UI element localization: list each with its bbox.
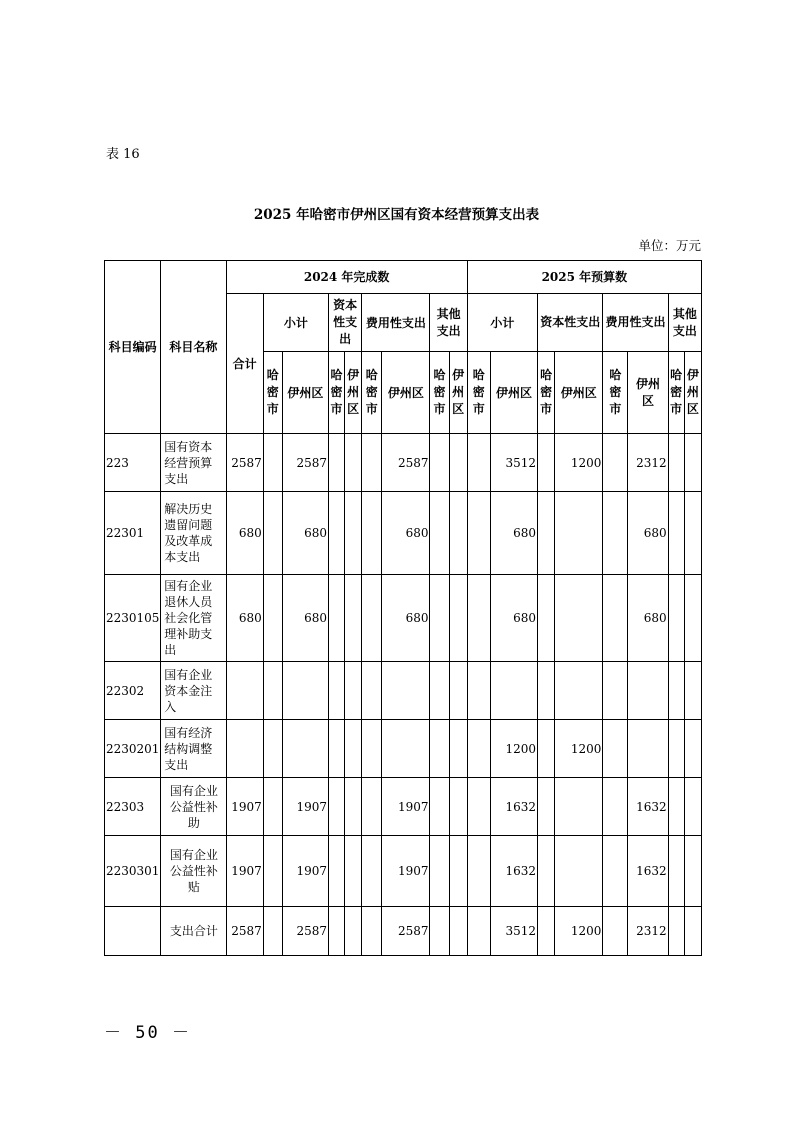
cell-2024-exp-yizhou: 2587 — [382, 434, 430, 492]
header-row-years — [105, 261, 702, 294]
cell-2024-oth-hami — [430, 434, 449, 492]
cell-2024-total: 1907 — [226, 778, 263, 836]
cell-2024-oth-hami — [430, 778, 449, 836]
cell-2024-cap-yizhou — [345, 907, 362, 956]
cell-2025-exp-hami — [603, 836, 628, 907]
cell-2024-exp-hami — [362, 662, 382, 720]
cell-2024-exp-yizhou: 1907 — [382, 836, 430, 907]
cell-2024-sub-yizhou: 1907 — [282, 836, 328, 907]
cell-2025-oth-hami — [668, 662, 684, 720]
cell-2025-exp-hami — [603, 492, 628, 575]
cell-2024-cap-hami — [329, 662, 345, 720]
cell-2025-cap-yizhou: 1200 — [555, 434, 603, 492]
header-2025-exp-hami: 哈密市 — [603, 352, 628, 434]
cell-2025-sub-hami — [467, 907, 490, 956]
cell-2025-sub-yizhou — [490, 662, 537, 720]
header-2025-other: 其他支出 — [668, 294, 701, 352]
cell-2025-cap-yizhou — [555, 778, 603, 836]
cell-2024-cap-yizhou — [345, 836, 362, 907]
cell-2025-oth-yizhou — [684, 778, 701, 836]
cell-2024-exp-yizhou: 1907 — [382, 778, 430, 836]
cell-2024-total — [226, 720, 263, 778]
cell-2024-total: 1907 — [226, 836, 263, 907]
cell-2024-oth-yizhou — [449, 434, 467, 492]
cell-2025-oth-yizhou — [684, 434, 701, 492]
cell-2024-cap-yizhou — [345, 662, 362, 720]
cell-2024-total: 2587 — [226, 434, 263, 492]
header-2025-cap-yizhou: 伊州区 — [555, 352, 603, 434]
header-2025-subtotal: 小计 — [467, 294, 537, 352]
cell-2024-sub-yizhou — [282, 662, 328, 720]
cell-2025-sub-hami — [467, 836, 490, 907]
row-code: 2230105 — [105, 575, 161, 662]
cell-2025-exp-yizhou — [628, 662, 668, 720]
cell-2024-oth-hami — [430, 836, 449, 907]
cell-2025-exp-yizhou: 1632 — [628, 836, 668, 907]
cell-2025-oth-yizhou — [684, 836, 701, 907]
cell-2025-oth-hami — [668, 492, 684, 575]
header-2025-oth-hami: 哈密市 — [668, 352, 684, 434]
cell-2025-oth-hami — [668, 575, 684, 662]
table-label: 表 16 — [106, 147, 140, 162]
row-name: 解决历史遗留问题及改革成本支出 — [161, 492, 226, 575]
cell-2024-oth-yizhou — [449, 492, 467, 575]
cell-2024-cap-hami — [329, 778, 345, 836]
cell-2024-sub-hami — [263, 492, 282, 575]
cell-2025-sub-yizhou: 1632 — [490, 778, 537, 836]
row-name: 国有资本经营预算支出 — [161, 434, 226, 492]
cell-2024-cap-hami — [329, 836, 345, 907]
cell-2024-oth-hami — [430, 662, 449, 720]
header-2025-cap-hami: 哈密市 — [538, 352, 555, 434]
budget-table — [104, 260, 702, 956]
cell-2025-sub-yizhou: 3512 — [490, 907, 537, 956]
cell-2024-cap-yizhou — [345, 575, 362, 662]
cell-2024-total: 680 — [226, 492, 263, 575]
cell-2024-sub-hami — [263, 662, 282, 720]
row-code: 22303 — [105, 778, 161, 836]
header-2024-expense: 费用性支出 — [362, 294, 430, 352]
cell-2024-oth-yizhou — [449, 575, 467, 662]
cell-2024-exp-hami — [362, 434, 382, 492]
cell-2024-cap-hami — [329, 720, 345, 778]
cell-2024-cap-hami — [329, 492, 345, 575]
cell-2024-cap-hami — [329, 575, 345, 662]
cell-2024-cap-hami — [329, 907, 345, 956]
table-row — [105, 836, 702, 907]
cell-2024-sub-yizhou: 2587 — [282, 434, 328, 492]
cell-2024-exp-yizhou: 680 — [382, 575, 430, 662]
cell-2025-oth-yizhou — [684, 907, 701, 956]
cell-2025-exp-yizhou: 680 — [628, 575, 668, 662]
page-number: － 50 － — [104, 1023, 191, 1043]
cell-2025-sub-hami — [467, 662, 490, 720]
cell-2024-total: 2587 — [226, 907, 263, 956]
cell-2024-sub-yizhou — [282, 720, 328, 778]
cell-2024-cap-yizhou — [345, 778, 362, 836]
cell-2025-cap-hami — [538, 720, 555, 778]
header-2025-exp-yizhou: 伊州区 — [628, 352, 668, 434]
cell-2024-oth-yizhou — [449, 836, 467, 907]
unit-label: 单位：万元 — [638, 238, 701, 253]
row-code: 223 — [105, 434, 161, 492]
cell-2024-oth-hami — [430, 907, 449, 956]
header-2024-oth-yizhou: 伊州区 — [449, 352, 467, 434]
cell-2024-exp-hami — [362, 778, 382, 836]
header-2025-sub-yizhou: 伊州区 — [490, 352, 537, 434]
cell-2025-oth-hami — [668, 907, 684, 956]
header-2024-cap-yizhou: 伊州区 — [345, 352, 362, 434]
header-2025-sub-hami: 哈密市 — [467, 352, 490, 434]
cell-2025-cap-yizhou — [555, 836, 603, 907]
cell-2025-cap-hami — [538, 434, 555, 492]
cell-2025-exp-yizhou: 680 — [628, 492, 668, 575]
cell-2025-cap-hami — [538, 907, 555, 956]
cell-2025-sub-yizhou: 1632 — [490, 836, 537, 907]
header-2025-oth-yizhou: 伊州区 — [684, 352, 701, 434]
header-2024: 2024 年完成数 — [226, 261, 467, 294]
header-name: 科目名称 — [161, 261, 226, 434]
cell-2024-exp-hami — [362, 575, 382, 662]
cell-2025-oth-yizhou — [684, 662, 701, 720]
header-2024-capital: 资本性支出 — [329, 294, 362, 352]
cell-2024-total — [226, 662, 263, 720]
cell-2024-cap-hami — [329, 434, 345, 492]
cell-2024-total: 680 — [226, 575, 263, 662]
row-code: 22301 — [105, 492, 161, 575]
cell-2024-sub-hami — [263, 434, 282, 492]
cell-2025-exp-hami — [603, 720, 628, 778]
cell-2025-cap-yizhou — [555, 492, 603, 575]
total-row — [105, 907, 702, 956]
cell-2025-oth-hami — [668, 836, 684, 907]
cell-2025-oth-hami — [668, 434, 684, 492]
row-code: 22302 — [105, 662, 161, 720]
table-row — [105, 492, 702, 575]
cell-2024-exp-yizhou — [382, 662, 430, 720]
cell-2025-cap-hami — [538, 575, 555, 662]
cell-2024-oth-yizhou — [449, 720, 467, 778]
row-name: 国有企业退休人员社会化管理补助支出 — [161, 575, 226, 662]
cell-2024-sub-hami — [263, 907, 282, 956]
cell-2025-cap-hami — [538, 662, 555, 720]
cell-2024-cap-yizhou — [345, 720, 362, 778]
header-2024-subtotal: 小计 — [263, 294, 328, 352]
cell-2024-exp-hami — [362, 907, 382, 956]
cell-2025-oth-yizhou — [684, 575, 701, 662]
cell-2024-oth-hami — [430, 575, 449, 662]
header-2024-oth-hami: 哈密市 — [430, 352, 449, 434]
cell-2025-sub-hami — [467, 492, 490, 575]
header-2024-other: 其他支出 — [430, 294, 467, 352]
cell-2024-oth-hami — [430, 720, 449, 778]
cell-2025-oth-hami — [668, 778, 684, 836]
cell-2024-exp-hami — [362, 836, 382, 907]
row-code: 2230201 — [105, 720, 161, 778]
cell-2024-exp-yizhou — [382, 720, 430, 778]
cell-2025-exp-hami — [603, 662, 628, 720]
cell-2025-exp-yizhou: 2312 — [628, 434, 668, 492]
row-code: 2230301 — [105, 836, 161, 907]
table-row — [105, 434, 702, 492]
cell-2025-exp-yizhou — [628, 720, 668, 778]
header-2024-cap-hami: 哈密市 — [329, 352, 345, 434]
cell-2025-exp-hami — [603, 434, 628, 492]
cell-2024-exp-hami — [362, 492, 382, 575]
cell-2024-sub-yizhou: 680 — [282, 492, 328, 575]
cell-2025-oth-hami — [668, 720, 684, 778]
cell-2025-oth-yizhou — [684, 720, 701, 778]
cell-2025-sub-yizhou: 680 — [490, 492, 537, 575]
cell-2025-cap-yizhou: 1200 — [555, 907, 603, 956]
cell-2024-oth-yizhou — [449, 907, 467, 956]
cell-2025-exp-hami — [603, 778, 628, 836]
cell-2024-sub-yizhou: 2587 — [282, 907, 328, 956]
cell-2024-sub-yizhou: 1907 — [282, 778, 328, 836]
row-name: 国有经济结构调整支出 — [161, 720, 226, 778]
cell-2025-sub-hami — [467, 575, 490, 662]
document-title: 2025 年哈密市伊州区国有资本经营预算支出表 — [253, 207, 540, 223]
cell-2025-exp-hami — [603, 907, 628, 956]
header-code: 科目编码 — [105, 261, 161, 434]
cell-2024-sub-hami — [263, 575, 282, 662]
cell-2025-sub-hami — [467, 434, 490, 492]
row-name: 国有企业公益性补助 — [161, 778, 226, 836]
header-2024-sub-hami: 哈密市 — [263, 352, 282, 434]
cell-2025-sub-hami — [467, 778, 490, 836]
table-row — [105, 575, 702, 662]
cell-2024-exp-yizhou: 2587 — [382, 907, 430, 956]
cell-2025-exp-yizhou: 1632 — [628, 778, 668, 836]
cell-2024-exp-hami — [362, 720, 382, 778]
cell-2024-oth-yizhou — [449, 778, 467, 836]
header-2024-exp-hami: 哈密市 — [362, 352, 382, 434]
cell-2025-sub-yizhou: 680 — [490, 575, 537, 662]
cell-2025-cap-hami — [538, 492, 555, 575]
header-2024-exp-yizhou: 伊州区 — [382, 352, 430, 434]
cell-2024-cap-yizhou — [345, 434, 362, 492]
cell-2025-cap-yizhou — [555, 575, 603, 662]
cell-2025-exp-hami — [603, 575, 628, 662]
row-code — [105, 907, 161, 956]
table-row — [105, 778, 702, 836]
row-name: 国有企业公益性补贴 — [161, 836, 226, 907]
header-2025: 2025 年预算数 — [467, 261, 701, 294]
row-name: 支出合计 — [161, 907, 226, 956]
header-total: 合计 — [226, 294, 263, 434]
cell-2024-sub-yizhou: 680 — [282, 575, 328, 662]
cell-2025-sub-yizhou: 1200 — [490, 720, 537, 778]
row-name: 国有企业资本金注入 — [161, 662, 226, 720]
cell-2024-sub-hami — [263, 778, 282, 836]
cell-2024-exp-yizhou: 680 — [382, 492, 430, 575]
cell-2025-exp-yizhou: 2312 — [628, 907, 668, 956]
cell-2025-oth-yizhou — [684, 492, 701, 575]
cell-2024-sub-hami — [263, 836, 282, 907]
cell-2025-cap-yizhou — [555, 662, 603, 720]
header-2025-expense: 费用性支出 — [603, 294, 668, 352]
cell-2024-cap-yizhou — [345, 492, 362, 575]
header-2025-capital: 资本性支出 — [538, 294, 603, 352]
cell-2024-oth-yizhou — [449, 662, 467, 720]
cell-2025-cap-hami — [538, 778, 555, 836]
cell-2025-cap-hami — [538, 836, 555, 907]
cell-2025-sub-hami — [467, 720, 490, 778]
cell-2025-cap-yizhou: 1200 — [555, 720, 603, 778]
table-row — [105, 720, 702, 778]
cell-2024-sub-hami — [263, 720, 282, 778]
cell-2024-oth-hami — [430, 492, 449, 575]
table-row — [105, 662, 702, 720]
header-2024-sub-yizhou: 伊州区 — [282, 352, 328, 434]
cell-2025-sub-yizhou: 3512 — [490, 434, 537, 492]
